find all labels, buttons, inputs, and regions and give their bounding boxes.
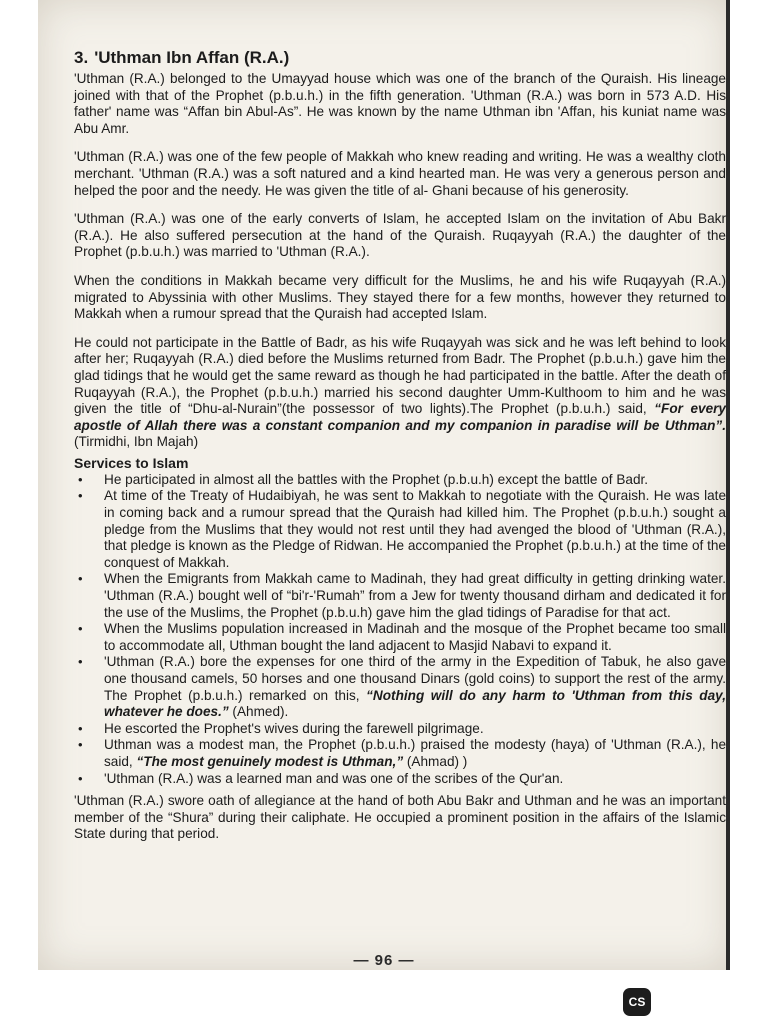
list-item: • Uthman was a modest man, the Prophet (p.b.u.h.) praised the modesty (haya) of 'Uthman (R.A.), he said, “The most genuinely modest is Uthman,” (Ahmad) )	[74, 737, 726, 770]
section-title-text: 'Uthman Ibn Affan (R.A.)	[94, 48, 290, 67]
paragraph-migration: When the conditions in Makkah became very difficult for the Muslims, he and his wife Ruqayyah (R.A.) migrated to Abyssinia with other Muslims. They stayed there for a few months, however they returned to Makkah when a rumour spread that the Quraish had accepted Islam.	[74, 272, 726, 322]
book-page	[38, 0, 730, 970]
list-item: • When the Emigrants from Makkah came to Madinah, they had great difficulty in getting drinking water. 'Uthman (R.A.) bought well of “bi'r-'Rumah” from a Jew for twenty thousand dirham and dedicated it for the use of the Muslims, the Prophet (p.b.u.h) gave him the glad tidings of Paradise for that act.	[74, 571, 726, 621]
list-item: • When the Muslims population increased in Madinah and the mosque of the Prophet became too small to accommodate all, Uthman bought the land adjacent to Masjid Nabavi to expand it.	[74, 621, 726, 654]
camscanner-logo-icon: CS	[623, 988, 651, 1016]
paragraph-lineage: 'Uthman (R.A.) belonged to the Umayyad house which was one of the branch of the Quraish. His lineage joined with that of the Prophet (p.b.u.h.) in the fifth generation. 'Uthman (R.A.) was born in 573 A.D. His father' name was “Affan bin Abul-As”. He was known by the name Uthman ibn 'Affan, his kuniat name was Abu Amr.	[74, 71, 726, 136]
badr-source: (Tirmidhi, Ibn Majah)	[74, 434, 199, 450]
paragraph-merchant: 'Uthman (R.A.) was one of the few people of Makkah who knew reading and writing. He was a wealthy cloth merchant. 'Uthman (R.A.) was a soft natured and a kind hearted man. He was very a generous person and helped the poor and the needy. He was given the title of al- Ghani because of his generosity.	[74, 149, 726, 198]
list-item: • 'Uthman (R.A.) bore the expenses for one third of the army in the Expedition of Tabuk, he also gave one thousand camels, 50 horses and one thousand Dinars (gold coins) to support the rest of the army. The Prophet (p.b.u.h.) remarked on this, “Nothing will do any harm to 'Uthman from this day, whatever he does.” (Ahmed).	[74, 654, 726, 720]
list-item: • 'Uthman (R.A.) was a learned man and was one of the scribes of the Qur'an.	[74, 771, 726, 788]
paragraph-badr	[74, 335, 726, 451]
section-title	[74, 48, 726, 68]
paragraph-closing: 'Uthman (R.A.) swore oath of allegiance at the hand of both Abu Bakr and Uthman and he was an important member of the “Shura” during their caliphate. He occupied a prominent position in the affairs of the Islamic State during that period.	[74, 793, 726, 842]
section-number: 3.	[74, 48, 89, 67]
badr-text: He could not participate in the Battle of Badr, as his wife Ruqayyah was sick and he was left behind to look after her; Ruqayyah (R.A.) died before the Muslims returned from Badr. The Prophet (p.b.u.h.) gave him the glad tidings that he would get the same reward as though he had participated in the battle. After the death of Ruqayyah (R.A.), the Prophet (p.b.u.h.) married his second daughter Umm-Kulthoom to him and he was given the title of “Dhu-al-Nurain”(the possessor of two lights).The Prophet (p.b.u.h.) said,	[74, 334, 726, 417]
badr-quote: “For every apostle of Allah there was a constant companion and my companion in paradise will be Uthman”.	[74, 401, 726, 433]
page-number: — 96 —	[353, 952, 415, 969]
page-content	[74, 48, 726, 855]
services-list	[74, 472, 726, 787]
list-item: • At time of the Treaty of Hudaibiyah, he was sent to Makkah to negotiate with the Quraish. He was late in coming back and a rumour spread that the Quraish had killed him. The Prophet (p.b.u.h.) sought a pledge from the Muslims that they would not rest until they had avenged the blood of 'Uthman (R.A.), that pledge is known as the Pledge of Ridwan. He accompanied the Prophet (p.b.u.h.) at the time of the conquest of Makkah.	[74, 488, 726, 571]
list-item: • He escorted the Prophet's wives during the farewell pilgrimage.	[74, 721, 726, 738]
services-heading: Services to Islam	[74, 454, 189, 471]
paragraph-conversion: 'Uthman (R.A.) was one of the early converts of Islam, he accepted Islam on the invitation of Abu Bakr (R.A.). He also suffered persecution at the hand of the Quraish. Ruqayyah (R.A.) the daughter of the Prophet (p.b.u.h.) was married to 'Uthman (R.A.).	[74, 211, 726, 260]
list-item: • He participated in almost all the battles with the Prophet (p.b.u.h) except the battle of Badr.	[74, 472, 726, 489]
